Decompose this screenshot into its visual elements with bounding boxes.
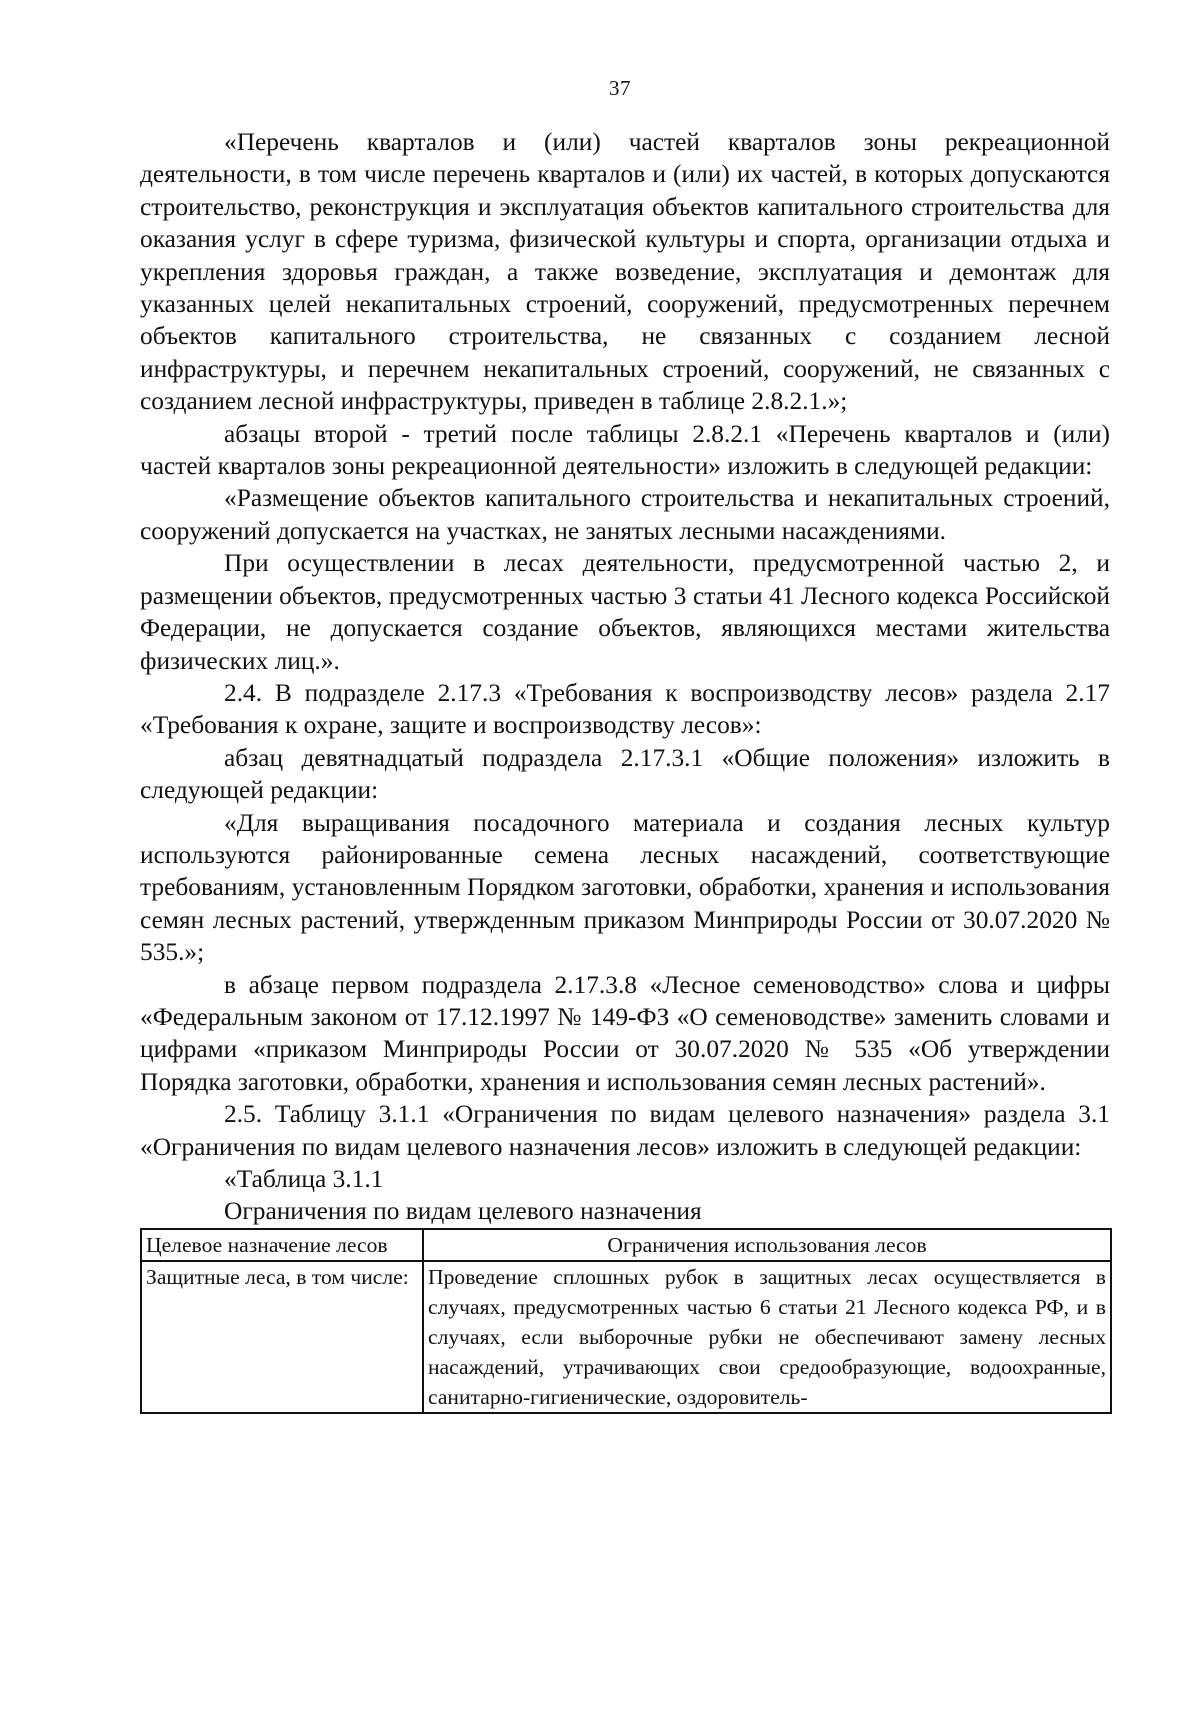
paragraph: «Размещение объектов капитального строительства и некапитальных строений, сооружений допускается на участках, не занятых лесными насаждениями. <box>140 484 1110 545</box>
cell-restrictions <box>423 1261 1111 1413</box>
table-title: Ограничения по видам целевого назначения <box>224 1197 702 1226</box>
document-body <box>140 126 1110 1414</box>
column-header-restrictions: Ограничения использования лесов <box>423 1229 1111 1261</box>
paragraph: «Для выращивания посадочного материала и создания лесных культур используются районированные семена лесных насаждений, соответствующие требованиям, установленным Порядком заготовки, обработки, хранения и использования семян лесных растений, утвержденным приказом Минприроды России от 30.07.2020 № 535.»; <box>140 808 1110 967</box>
table-label: «Таблица 3.1.1 <box>224 1165 384 1193</box>
restrictions-table <box>140 1228 1112 1414</box>
paragraph: При осуществлении в лесах деятельности, предусмотренной частью 2, и размещении объектов, предусмотренных частью 3 статьи 41 Лесного кодекса Российской Федерации, не допускается создание объектов, являющихся местами жительства физических лиц.». <box>140 549 1110 675</box>
page-number: 37 <box>609 76 631 100</box>
table-row <box>141 1261 1111 1413</box>
paragraph: абзац девятнадцатый подраздела 2.17.3.1 «Общие положения» изложить в следующей редакции: <box>140 743 1110 805</box>
paragraph: абзацы второй - третий после таблицы 2.8.2.1 «Перечень кварталов и (или) частей кварталов зоны рекреационной деятельности» изложить в следующей редакции: <box>140 419 1110 481</box>
paragraph: в абзаце первом подраздела 2.17.3.8 «Лесное семеноводство» слова и цифры «Федеральным законом от 17.12.1997 № 149-ФЗ «О семеноводстве» заменить словами и цифрами «приказом Минприроды России от 30.07.2020 № 535 «Об утверждении Порядка заготовки, обработки, хранения и использования семян лесных растений». <box>140 970 1110 1096</box>
table-header-row <box>141 1229 1111 1261</box>
paragraph: 2.5. Таблицу 3.1.1 «Ограничения по видам целевого назначения» раздела 3.1 «Ограничения по видам целевого назначения лесов» изложить в следующей редакции: <box>140 1100 1110 1161</box>
column-header-purpose: Целевое назначение лесов <box>141 1229 423 1261</box>
paragraph: 2.4. В подразделе 2.17.3 «Требования к воспроизводству лесов» раздела 2.17 «Требования к охране, защите и воспроизводству лесов»: <box>140 678 1110 740</box>
paragraph: «Перечень кварталов и (или) частей кварталов зоны рекреационной деятельности, в том числе перечень кварталов и (или) их частей, в которых допускаются строительство, реконструкция и эксплуатация объектов капитального строительства для оказания услуг в сфере туризма, физической культуры и спорта, организации отдыха и укрепления здоровья граждан, а также возведение, эксплуатация и демонтаж для указанных целей некапитальных строений, сооружений, предусмотренных перечнем объектов капитального строительства, не связанных с созданием лесной инфраструктуры, и перечнем некапитальных строений, сооружений, не связанных с созданием лесной инфраструктуры, приведен в таблице 2.8.2.1.»; <box>140 128 1110 416</box>
cell-purpose: Защитные леса, в том числе: <box>141 1261 423 1413</box>
cell-restrictions-text: Проведение сплошных рубок в защитных лесах осуществляется в случаях, предусмотренных частью 6 статьи 21 Лесного кодекса РФ, и в случаях, если выборочные рубки не обеспечивают замену лесных насаждений, утрачивающих свои средообразующие, водоохранные, санитарно-гигиенические, оздоровитель- <box>428 1264 1106 1409</box>
